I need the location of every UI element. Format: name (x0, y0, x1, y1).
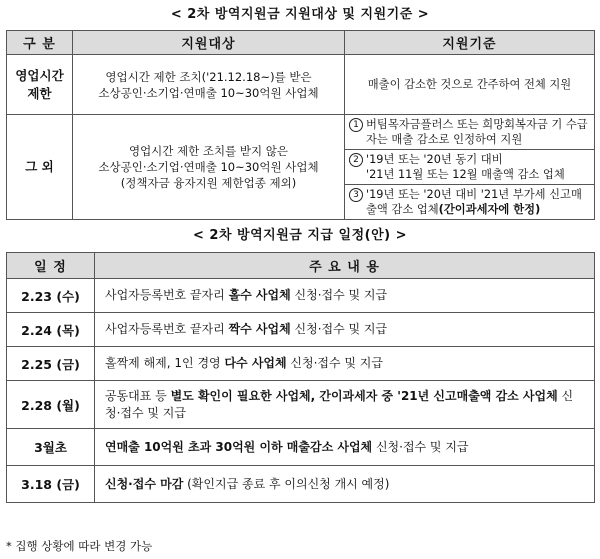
criteria-text: '19년 또는 '20년 대비 '21년 부가세 신고매출액 감소 업체 (366, 188, 582, 216)
content-text: 사업자등록번호 끝자리 (105, 322, 229, 336)
criteria-text: 버팀목자금플러스 또는 희망회복자금 기 수급자는 매출 감소로 인정하여 지원 (366, 118, 588, 146)
schedule-content (95, 347, 595, 381)
schedule-row (7, 347, 595, 381)
schedule-date: 2.28 (월) (7, 381, 95, 429)
content-bold: 다수 사업체 (224, 356, 287, 370)
content-text: 신청·접수 및 지급 (290, 322, 388, 336)
header-criteria: 지원기준 (345, 31, 595, 55)
schedule-content (95, 313, 595, 347)
table-row (7, 115, 595, 220)
schedule-date: 3월초 (7, 429, 95, 466)
row-category: 영업시간 제한 (7, 55, 73, 115)
criteria-item (345, 150, 594, 185)
content-bold: 신청·접수 마감 (105, 476, 184, 491)
content-text: (확인지급 종료 후 이의신청 개시 예정) (183, 476, 390, 491)
header-content: 주 요 내 용 (95, 253, 595, 279)
section-title-criteria: < 2차 방역지원금 지원대상 및 지원기준 > (170, 7, 430, 22)
schedule-row (7, 381, 595, 429)
content-text: 신청·접수 및 지급 (286, 356, 383, 370)
circled-number: 3 (349, 188, 363, 202)
table-row (7, 55, 595, 115)
schedule-content (95, 381, 595, 429)
schedule-content (95, 279, 595, 313)
criteria-text: '19년 또는 '20년 동기 대비 '21년 11월 또는 12월 매출액 감소 업체 (366, 153, 565, 181)
schedule-date: 2.24 (목) (7, 313, 95, 347)
content-text: 공동대표 등 (105, 388, 171, 403)
schedule-row (7, 466, 595, 503)
circled-number: 2 (349, 153, 363, 167)
content-text: 사업자등록번호 끝자리 (105, 288, 229, 302)
row-category: 그 외 (7, 115, 73, 220)
section-title-schedule: < 2차 방역지원금 지급 일정(안) > (193, 228, 407, 243)
schedule-date: 2.23 (수) (7, 279, 95, 313)
content-bold: 별도 확인이 필요한 사업체, 간이과세자 중 '21년 신고매출액 감소 사업체 (170, 388, 558, 403)
row-criteria: 매출이 감소한 것으로 간주하여 전체 지원 (345, 55, 595, 115)
criteria-item (345, 185, 594, 219)
content-bold: 연매출 10억원 초과 30억원 이하 매출감소 사업체 (105, 439, 373, 454)
circled-number: 1 (349, 118, 363, 132)
schedule-row (7, 279, 595, 313)
content-text: 신청·접수 및 지급 (290, 288, 388, 302)
criteria-list (345, 115, 595, 220)
header-date: 일 정 (7, 253, 95, 279)
schedule-content (95, 429, 595, 466)
schedule-row (7, 429, 595, 466)
criteria-item (345, 115, 594, 150)
content-bold: 홀수 사업체 (228, 288, 291, 302)
schedule-date: 2.25 (금) (7, 347, 95, 381)
content-bold: 짝수 사업체 (228, 322, 291, 336)
schedule-table (6, 252, 595, 503)
content-text: 홀짝제 해제, 1인 경영 (105, 356, 225, 370)
schedule-date: 3.18 (금) (7, 466, 95, 503)
schedule-content (95, 466, 595, 503)
schedule-row (7, 313, 595, 347)
row-target: 영업시간 제한 조치를 받지 않은 소상공인·소기업·연매출 10~30억원 사업체 (정책자금 융자지원 제한업종 제외) (73, 115, 345, 220)
criteria-bold-note: (간이과세자에 한정) (438, 203, 541, 216)
footnote: * 집행 상황에 따라 변경 가능 (6, 539, 153, 553)
criteria-table (6, 30, 595, 220)
content-text: 신청·접수 및 지급 (105, 388, 574, 420)
criteria-text-wrap (366, 187, 590, 217)
content-text: 신청·접수 및 지급 (372, 439, 469, 454)
header-target: 지원대상 (73, 31, 345, 55)
row-target: 영업시간 제한 조치('21.12.18~)를 받은 소상공인·소기업·연매출 10~30억원 사업체 (73, 55, 345, 115)
header-category: 구 분 (7, 31, 73, 55)
